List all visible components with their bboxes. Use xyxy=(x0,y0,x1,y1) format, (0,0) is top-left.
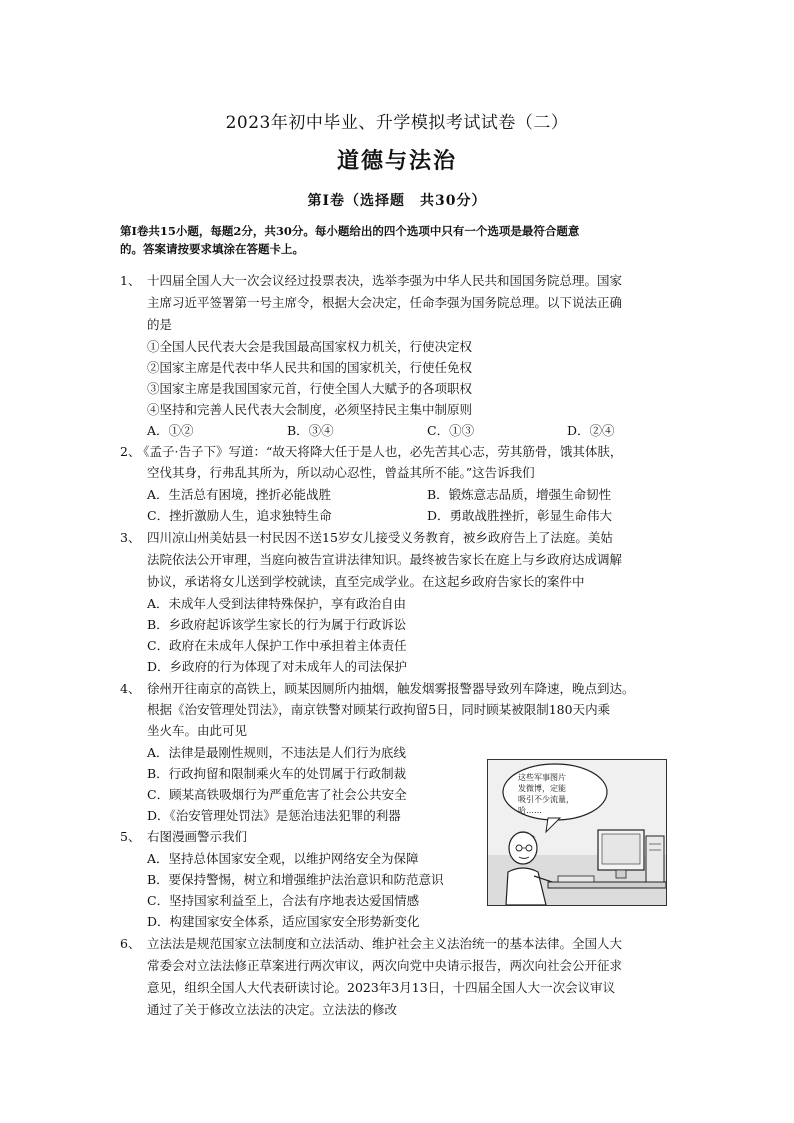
exam-title: 2023年初中毕业、升学模拟考试试卷（二） xyxy=(225,113,569,133)
question-4-option-a: A．法律是最刚性规则，不违法是人们行为底线 xyxy=(147,745,407,760)
question-5-option-c: C．坚持国家利益至上，合法有序地表达爱国情感 xyxy=(147,893,420,908)
question-1-stem-line-3: 的是 xyxy=(147,317,173,332)
question-4-option-c: C．顾某高铁吸烟行为严重危害了社会公共安全 xyxy=(147,787,407,802)
question-1-stem-line-2: 主席习近平签署第一号主席令，根据大会决定，任命李强为国务院总理。以下说法正确 xyxy=(147,295,623,310)
question-3-option-b: B．乡政府起诉该学生家长的行为属于行政诉讼 xyxy=(147,617,407,632)
cartoon-bubble-line-3: 吸引不少流量， xyxy=(518,795,574,804)
question-2-number: 2、 xyxy=(120,444,141,459)
instructions xyxy=(120,222,680,258)
question-3-number: 3、 xyxy=(120,530,141,545)
question-2-option-b: B．锻炼意志品质，增强生命韧性 xyxy=(427,487,612,502)
section-title: 第Ⅰ卷（选择题 共30分） xyxy=(307,193,487,209)
question-3-option-d: D．乡政府的行为体现了对未成年人的司法保护 xyxy=(147,659,408,674)
question-6-stem-line-3: 意见，组织全国人大代表研读讨论。2023年3月13日，十四届全国人大一次会议审议 xyxy=(147,980,616,995)
question-1-statement-3: ③国家主席是我国国家元首，行使全国人大赋予的各项职权 xyxy=(147,381,473,396)
question-3-stem-line-1: 四川凉山州美姑县一村民因不送15岁女儿接受义务教育，被乡政府告上了法庭。美姑 xyxy=(147,530,613,545)
cartoon-drawing xyxy=(488,760,666,905)
question-4-number: 4、 xyxy=(120,681,141,696)
question-1-stem-line-1: 十四届全国人大一次会议经过投票表决，选举李强为中华人民共和国国务院总理。国家 xyxy=(147,273,623,288)
subject-title: 道德与法治 xyxy=(336,148,457,174)
instructions-line-1: 第Ⅰ卷共15小题，每题2分，共30分。每小题给出的四个选项中只有一个选项是最符合题意 xyxy=(120,224,580,238)
question-5-option-a: A．坚持总体国家安全观，以维护网络安全为保障 xyxy=(147,851,419,866)
question-5-option-d: D．构建国家安全体系，适应国家安全形势新变化 xyxy=(147,914,420,929)
cartoon-bubble-line-2: 发微博，定能 xyxy=(518,784,566,793)
cartoon-bubble-line-4: 哈…… xyxy=(518,806,542,815)
question-1-option-a: A．①② xyxy=(147,423,194,438)
question-1-option-b: B．③④ xyxy=(287,423,334,438)
question-4-stem-line-1: 徐州开往南京的高铁上，顾某因厕所内抽烟，触发烟雾报警器导致列车降速，晚点到达。 xyxy=(147,681,635,696)
question-3-option-a: A．未成年人受到法律特殊保护，享有政治自由 xyxy=(147,596,407,611)
question-2-option-a: A．生活总有困境，挫折必能战胜 xyxy=(147,487,332,502)
question-6-number: 6、 xyxy=(120,936,141,951)
question-3-stem-line-2: 法院依法公开审理，当庭向被告宣讲法律知识。最终被告家长在庭上与乡政府达成调解 xyxy=(147,552,623,567)
question-1-option-c: C．①③ xyxy=(427,423,475,438)
question-6-stem-line-1: 立法法是规范国家立法制度和立法活动、维护社会主义法治统一的基本法律。全国人大 xyxy=(147,936,623,951)
question-5-stem: 右图漫画警示我们 xyxy=(147,829,248,844)
question-1-statement-1: ①全国人民代表大会是我国最高国家权力机关，行使决定权 xyxy=(147,339,473,354)
question-1-number: 1、 xyxy=(120,273,141,288)
question-6-stem-line-4: 通过了关于修改立法法的决定。立法法的修改 xyxy=(147,1002,398,1017)
question-1-statement-4: ④坚持和完善人民代表大会制度，必须坚持民主集中制原则 xyxy=(147,402,473,417)
question-1-statement-2: ②国家主席是代表中华人民共和国的国家机关，行使任免权 xyxy=(147,360,473,375)
question-5-option-b: B．要保持警惕，树立和增强维护法治意识和防范意识 xyxy=(147,872,444,887)
question-3-option-c: C．政府在未成年人保护工作中承担着主体责任 xyxy=(147,638,407,653)
question-1-option-d: D．②④ xyxy=(567,423,615,438)
question-3-stem-line-3: 协议，承诺将女儿送到学校就读，直至完成学业。在这起乡政府告家长的案件中 xyxy=(147,574,585,589)
question-5-number: 5、 xyxy=(120,829,141,844)
question-6-stem-line-2: 常委会对立法法修正草案进行两次审议，两次向党中央请示报告，两次向社会公开征求 xyxy=(147,958,623,973)
question-4-option-b: B．行政拘留和限制乘火车的处罚属于行政制裁 xyxy=(147,766,407,781)
question-2-option-d: D．勇敢战胜挫折，彰显生命伟大 xyxy=(427,508,613,523)
question-2-option-c: C．挫折激励人生，追求独特生命 xyxy=(147,508,332,523)
question-2-stem-line-2: 空伐其身，行弗乱其所为，所以动心忍性，曾益其所不能。”这告诉我们 xyxy=(147,465,535,480)
question-2-stem-line-1: 《孟子·告子下》写道：“故天将降大任于是人也，必先苦其心志，劳其筋骨，饿其体肤， xyxy=(137,444,623,459)
question-4-stem-line-2: 根据《治安管理处罚法》，南京铁警对顾某行政拘留5日，同时顾某被限制180天内乘 xyxy=(147,702,611,717)
cartoon-illustration xyxy=(487,759,667,906)
question-4-option-d: D．《治安管理处罚法》是惩治违法犯罪的利器 xyxy=(147,808,401,823)
instructions-line-2: 的。答案请按要求填涂在答题卡上。 xyxy=(120,242,304,256)
question-4-stem-line-3: 坐火车。由此可见 xyxy=(147,723,248,738)
cartoon-bubble-line-1: 这些军事图片 xyxy=(518,773,566,782)
